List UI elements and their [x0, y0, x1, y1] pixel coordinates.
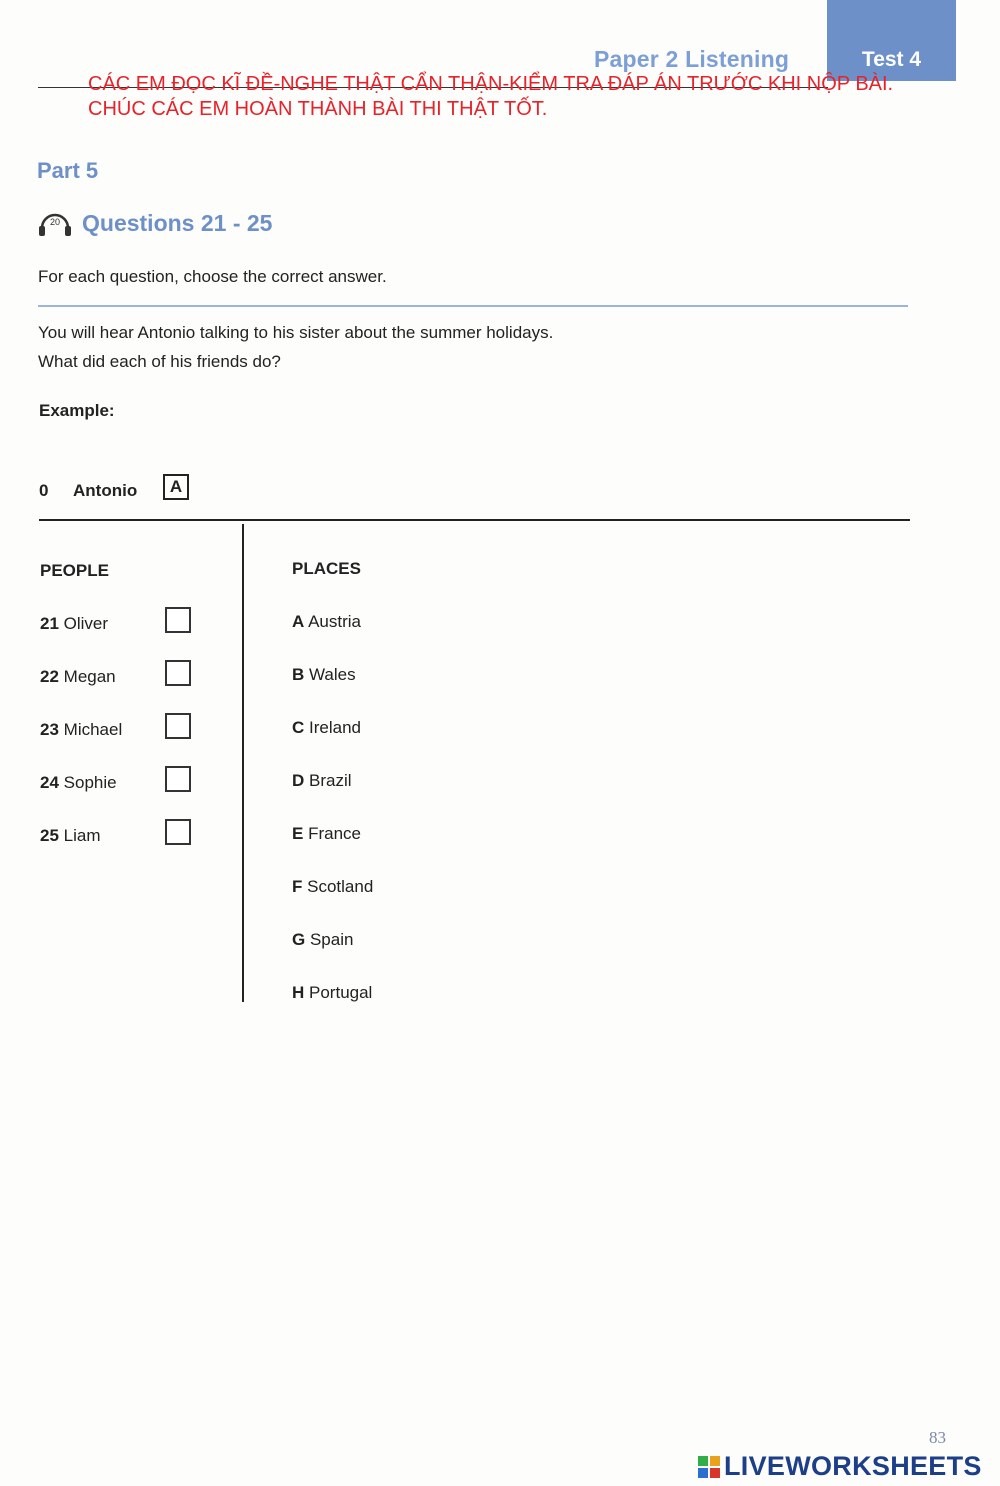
person-item: 22 Megan: [40, 667, 116, 686]
track-number: 20: [49, 217, 61, 227]
answer-box-21[interactable]: [165, 607, 191, 633]
answer-box-23[interactable]: [165, 713, 191, 739]
instruction-text: For each question, choose the correct answer.: [38, 267, 387, 286]
paper-title: Paper 2 Listening: [594, 46, 790, 72]
place-item: D Brazil: [292, 771, 352, 790]
places-heading: PLACES: [292, 559, 361, 578]
person-item: 21 Oliver: [40, 614, 109, 633]
table-divider: [39, 519, 910, 521]
context-line: You will hear Antonio talking to his sister about the summer holidays.: [38, 323, 554, 342]
place-item: B Wales: [292, 665, 356, 684]
answer-box-25[interactable]: [165, 819, 191, 845]
answer-box-24[interactable]: [165, 766, 191, 792]
place-item: C Ireland: [292, 718, 361, 737]
questions-heading: Questions 21 - 25: [82, 210, 273, 236]
place-item: F Scotland: [292, 877, 374, 896]
test-tab: Test 4: [827, 0, 956, 81]
page-number: 83: [929, 1428, 946, 1447]
answer-box-22[interactable]: [165, 660, 191, 686]
person-item: 24 Sophie: [40, 773, 117, 792]
context-line: What did each of his friends do?: [38, 352, 281, 371]
headphones-icon: [37, 208, 73, 238]
column-divider: [242, 524, 244, 1002]
example-number: 0: [39, 481, 49, 500]
context-text: [38, 318, 553, 376]
place-item: H Portugal: [292, 983, 373, 1002]
liveworksheets-logo-icon: [698, 1456, 720, 1478]
place-item: A Austria: [292, 612, 361, 631]
example-name: Antonio: [73, 481, 138, 500]
section-divider: [38, 305, 908, 307]
example-answer-box: A: [163, 474, 189, 500]
person-item: 23 Michael: [40, 720, 123, 739]
place-item: E France: [292, 824, 361, 843]
place-item: G Spain: [292, 930, 354, 949]
brand-wordmark: LIVEWORKSHEETS: [724, 1451, 982, 1481]
example-label: Example:: [39, 401, 115, 420]
person-item: 25 Liam: [40, 826, 101, 845]
teacher-notice: CÁC EM ĐỌC KĨ ĐỀ-NGHE THẬT CẨN THẬN-KIỂM TRA ĐÁP ÁN TRƯỚC KHI NỘP BÀI. CHÚC CÁC EM HOÀN THÀNH BÀI THI THẬT TỐT.: [88, 73, 894, 120]
part-heading: Part 5: [37, 158, 99, 183]
people-heading: PEOPLE: [40, 561, 109, 580]
